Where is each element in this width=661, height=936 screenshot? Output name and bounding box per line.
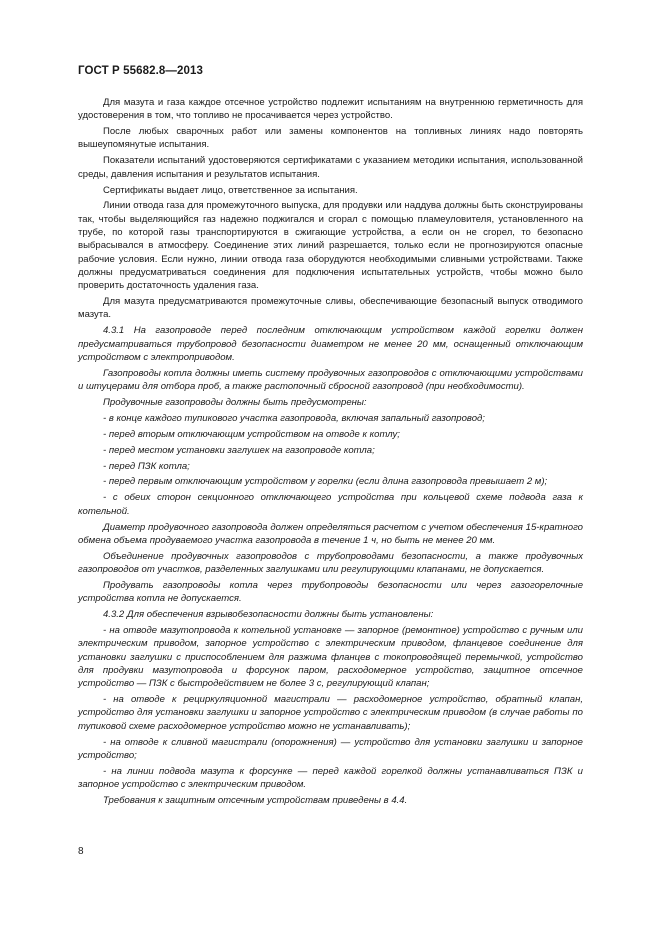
paragraph: Сертификаты выдает лицо, ответственное за испытания. [103, 184, 358, 196]
list-item: - перед местом установки заглушек на газопроводе котла; [103, 444, 375, 456]
list-item: - перед вторым отключающим устройством на отводе к котлу; [103, 428, 400, 440]
paragraph: Продувать газопроводы котла через трубопроводы безопасности или через газогорелочные устройства котла не допускается. [78, 579, 583, 605]
paragraph: Линии отвода газа для промежуточного выпуска, для продувки или наддува должны быть сконструированы так, чтобы выделяющийся газ надежно поджигался и сгорал с помощью пламеуловителя, установленного на трубе, по которой газы транспортируются в сжигающие устройства, а если он не сгорел, то безопасно выбрасывался в атмосферу. Соединение этих линий разрешается, только если не прогнозируются опасные рабочие условия. Если нужно, линии отвода газа оборудуются необходимыми сливными устройствами. Также должны предусматриваться соединения для подключения испытательных устройств, чтобы можно было проверить достаточность удаления газа. [78, 200, 583, 292]
paragraph: Требования к защитным отсечным устройствам приведены в 4.4. [103, 794, 408, 806]
standard-header: ГОСТ Р 55682.8—2013 [78, 65, 203, 77]
clause-4-3-2: 4.3.2 Для обеспечения взрывобезопасности должны быть установлены: [103, 609, 434, 621]
clause-4-3-1: 4.3.1 На газопроводе перед последним отключающим устройством каждой горелки должен предусматриваться трубопровод безопасности диаметром не менее 20 мм, оснащенный отключающим устройством с электроприводом. [78, 325, 583, 363]
list-item: - перед первым отключающим устройством у горелки (если длина газопровода превышает 2 м); [103, 476, 548, 488]
list-item: - на отводе к сливной магистрали (опорожнения) — устройство для установки заглушки и запорное устройство; [78, 736, 583, 761]
paragraph: Для мазута и газа каждое отсечное устройство подлежит испытаниям на внутреннюю герметичность для удостоверения в том, что топливо не просачивается через устройство. [78, 97, 583, 122]
list-item: - на отводе мазутопровода к котельной установке — запорное (ремонтное) устройство с ручным или электрическим приводом, запорное устройство с электрическим приводом, фланцевое соединение для установки заглушки с приспособлением для разжима фланцев с токопроводящей перемычкой, устройство для продувки мазутопровода и форсунок паром, расходомерное устройство, защитное отсечное устройство — ПЗК с быстродействием не более 3 с, регулирующий клапан; [78, 624, 583, 690]
list-item: - на отводе к рециркуляционной магистрали — расходомерное устройство, обратный клапан, устройство для установки заглушки и запорное устройство с электрическим приводом (в случае работы по тупиковой схеме расходомерное устройство можно не устанавливать); [78, 694, 583, 732]
list-item: - с обеих сторон секционного отключающего устройства при кольцевой схеме подвода газа к котельной. [78, 492, 583, 517]
list-item: - на линии подвода мазута к форсунке — перед каждой горелкой должны устанавливаться ПЗК и запорное устройство с электрическим приводом. [78, 765, 583, 791]
list-item: - в конце каждого тупикового участка газопровода, включая запальный газопровод; [103, 412, 485, 424]
paragraph: Объединение продувочных газопроводов с трубопроводами безопасности, а также продувочных газопроводов от участков, разделенных заглушками или регулирующими клапанами, не допускается. [78, 550, 583, 575]
page-number: 8 [78, 846, 84, 857]
paragraph: После любых сварочных работ или замены компонентов на топливных линиях надо повторять вышеупомянутые испытания. [78, 126, 583, 151]
paragraph: Газопроводы котла должны иметь систему продувочных газопроводов с отключающими устройствами и штуцерами для отбора проб, а также растопочный сбросной газопровод (при необходимости). [78, 367, 583, 393]
paragraph: Диаметр продувочного газопровода должен определяться расчетом с учетом обеспечения 15-кратного обмена объема продуваемого участка газопровода в течение 1 ч, но быть не менее 20 мм. [78, 521, 583, 546]
paragraph: Показатели испытаний удостоверяются сертификатами с указанием методики испытания, использованной среды, давления испытания и результатов испытания. [78, 155, 583, 180]
body-text [78, 96, 583, 810]
list-item: - перед ПЗК котла; [103, 460, 190, 472]
paragraph: Продувочные газопроводы должны быть предусмотрены: [103, 396, 367, 408]
paragraph: Для мазута предусматриваются промежуточные сливы, обеспечивающие безопасный выпуск отводимого мазута. [78, 296, 583, 321]
